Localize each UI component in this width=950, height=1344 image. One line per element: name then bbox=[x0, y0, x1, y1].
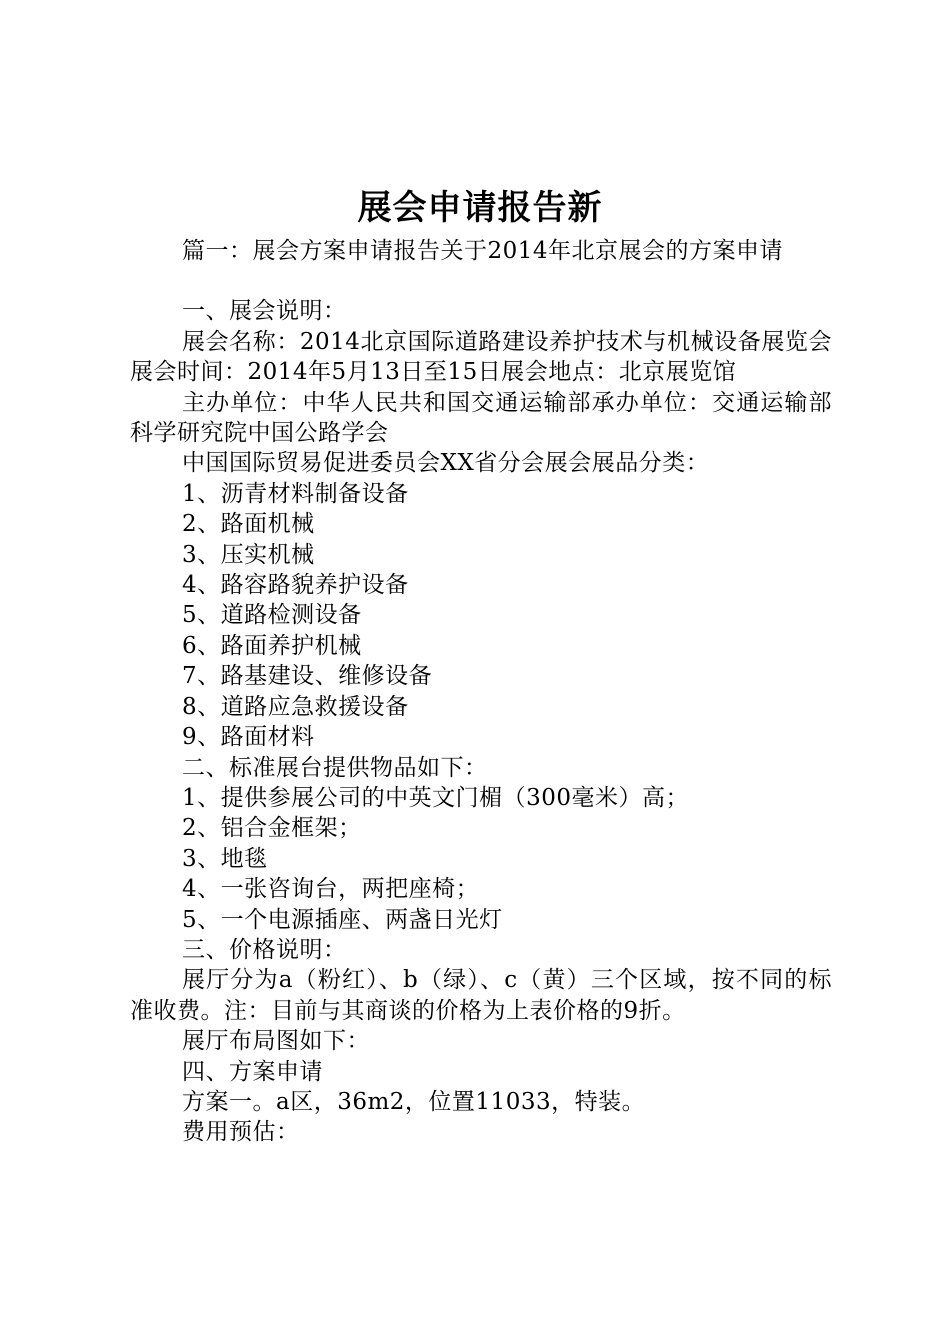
layout-paragraph: 展厅布局图如下： bbox=[182, 1028, 370, 1055]
exhibit-category-item: 1、沥青材料制备设备 bbox=[182, 480, 409, 507]
section-4-heading: 四、方案申请 bbox=[182, 1058, 323, 1085]
price-paragraph: 展厅分为a（粉红）、b（绿）、c（黄）三个区域，按不同的标准收费。注：目前与其商谈的价格为上表价格的9折。 bbox=[130, 967, 832, 1024]
plan-paragraph: 方案一。a区，36m2，位置11033，特装。 bbox=[182, 1088, 646, 1115]
exhibit-category-item: 2、路面机械 bbox=[182, 511, 315, 538]
booth-supply-item: 2、铝合金框架； bbox=[182, 815, 362, 842]
exhibit-category-item: 5、道路检测设备 bbox=[182, 602, 362, 629]
exhibit-category-item: 4、路容路貌养护设备 bbox=[182, 572, 409, 599]
organizer-paragraph: 主办单位：中华人民共和国交通运输部承办单位：交通运输部科学研究院中国公路学会 bbox=[130, 389, 832, 447]
subtitle-line: 篇一：展会方案申请报告关于2014年北京展会的方案申请 bbox=[182, 238, 784, 264]
exhibit-category-item: 3、压实机械 bbox=[182, 541, 315, 568]
booth-supply-item: 4、一张咨询台，两把座椅； bbox=[182, 876, 480, 903]
blank-line bbox=[130, 266, 832, 296]
document-body bbox=[130, 236, 832, 1148]
booth-supply-item: 3、地毯 bbox=[182, 845, 268, 872]
booth-supply-item: 1、提供参展公司的中英文门楣（300毫米）高； bbox=[182, 784, 690, 811]
exhibit-category-item: 7、路基建设、维修设备 bbox=[182, 663, 433, 690]
co-organizer-paragraph: 中国国际贸易促进委员会XX省分会展会展品分类： bbox=[182, 450, 710, 477]
section-3-heading: 三、价格说明： bbox=[182, 936, 347, 963]
exhibition-name-paragraph: 展会名称：2014北京国际道路建设养护技术与机械设备展览会展会时间：2014年5月13日至15日展会地点：北京展览馆 bbox=[130, 328, 832, 386]
exhibit-category-item: 8、道路应急救援设备 bbox=[182, 693, 409, 720]
exhibit-category-item: 6、路面养护机械 bbox=[182, 632, 362, 659]
document-title: 展会申请报告新 bbox=[357, 188, 603, 228]
section-2-heading: 二、标准展台提供物品如下： bbox=[182, 754, 488, 781]
booth-supply-item: 5、一个电源插座、两盏日光灯 bbox=[182, 906, 503, 933]
section-1-heading: 一、展会说明： bbox=[182, 298, 347, 325]
exhibit-category-item: 9、路面材料 bbox=[182, 724, 315, 751]
cost-paragraph: 费用预估： bbox=[182, 1119, 300, 1146]
